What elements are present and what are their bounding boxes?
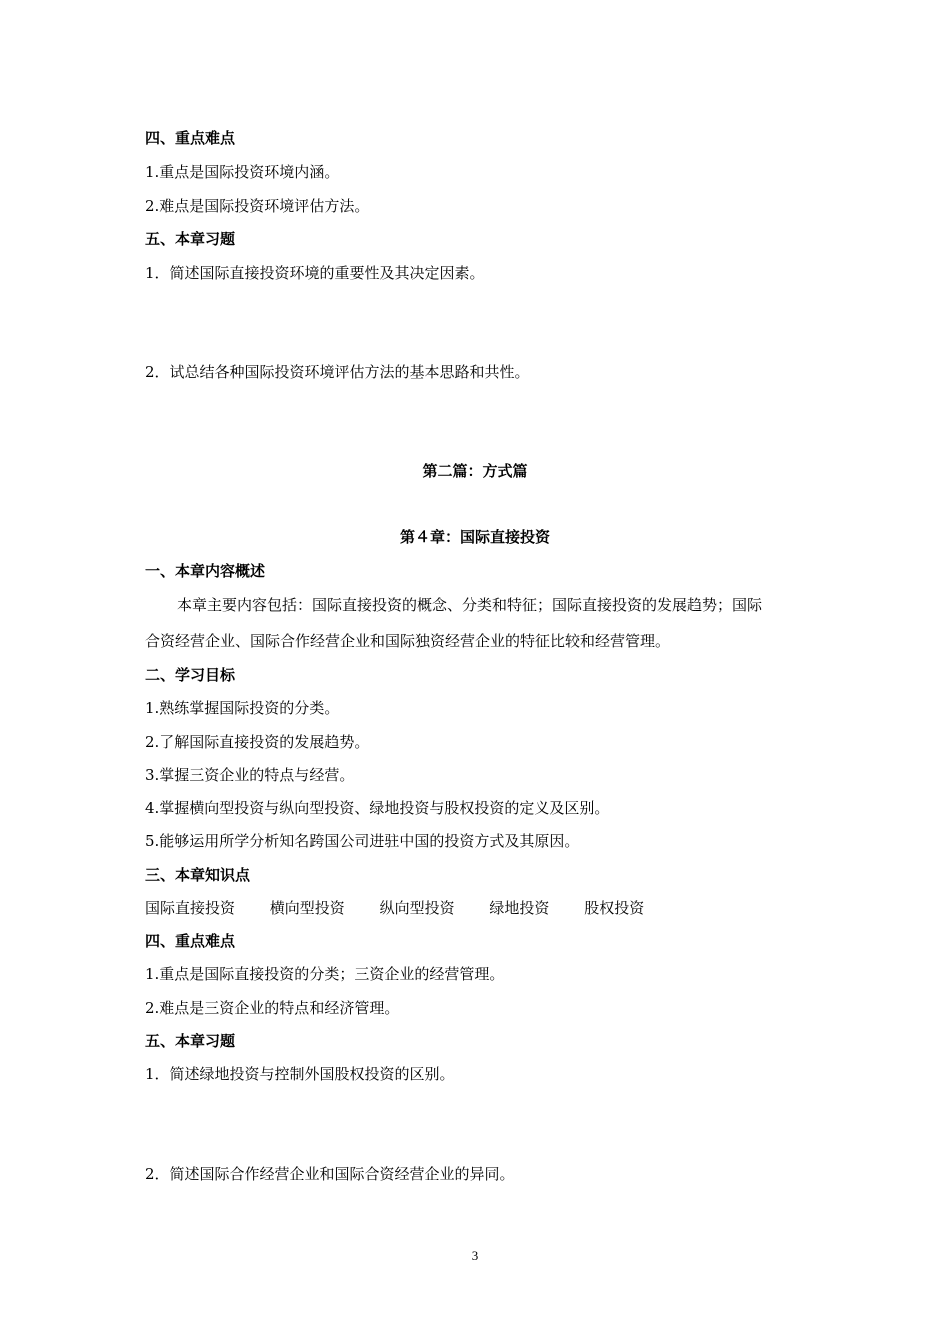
keyword: 横向型投资 (269, 899, 345, 917)
keyword: 股权投资 (584, 899, 645, 917)
list-item: 2.难点是国际投资环境评估方法。 (145, 197, 370, 215)
exercise-item: 2．简述国际合作经营企业和国际合资经营企业的异同。 (145, 1165, 515, 1183)
keyword-row (145, 898, 674, 918)
list-item: 3.掌握三资企业的特点与经营。 (145, 766, 355, 784)
section-heading: 四、重点难点 (145, 932, 236, 950)
section-heading: 五、本章习题 (145, 230, 236, 248)
keyword: 国际直接投资 (145, 899, 236, 917)
exercise-item: 1．简述绿地投资与控制外国股权投资的区别。 (145, 1065, 455, 1083)
section-heading: 五、本章习题 (145, 1032, 236, 1050)
part-title: 第二篇：方式篇 (422, 462, 528, 480)
section-heading: 三、本章知识点 (145, 866, 251, 884)
section-heading: 二、学习目标 (145, 666, 236, 684)
exercise-item: 2．试总结各种国际投资环境评估方法的基本思路和共性。 (145, 363, 530, 381)
page-number: 3 (471, 1248, 479, 1263)
list-item: 1.重点是国际投资环境内涵。 (145, 163, 340, 181)
keyword: 绿地投资 (489, 899, 550, 917)
list-item: 2.难点是三资企业的特点和经济管理。 (145, 999, 400, 1017)
exercise-item: 1．简述国际直接投资环境的重要性及其决定因素。 (145, 264, 485, 282)
list-item: 2.了解国际直接投资的发展趋势。 (145, 733, 370, 751)
chapter-title: 第４章：国际直接投资 (399, 528, 550, 546)
list-item: 5.能够运用所学分析知名跨国公司进驻中国的投资方式及其原因。 (145, 832, 580, 850)
keyword: 纵向型投资 (379, 899, 455, 917)
list-item: 1.重点是国际直接投资的分类；三资企业的经营管理。 (145, 965, 505, 983)
section-heading: 一、本章内容概述 (145, 562, 266, 580)
list-item: 1.熟练掌握国际投资的分类。 (145, 699, 340, 717)
section-heading: 四、重点难点 (145, 129, 236, 147)
paragraph-line: 合资经营企业、国际合作经营企业和国际独资经营企业的特征比较和经营管理。 (145, 632, 671, 650)
list-item: 4.掌握横向型投资与纵向型投资、绿地投资与股权投资的定义及区别。 (145, 799, 610, 817)
paragraph-line: 本章主要内容包括：国际直接投资的概念、分类和特征；国际直接投资的发展趋势；国际 (177, 596, 763, 614)
